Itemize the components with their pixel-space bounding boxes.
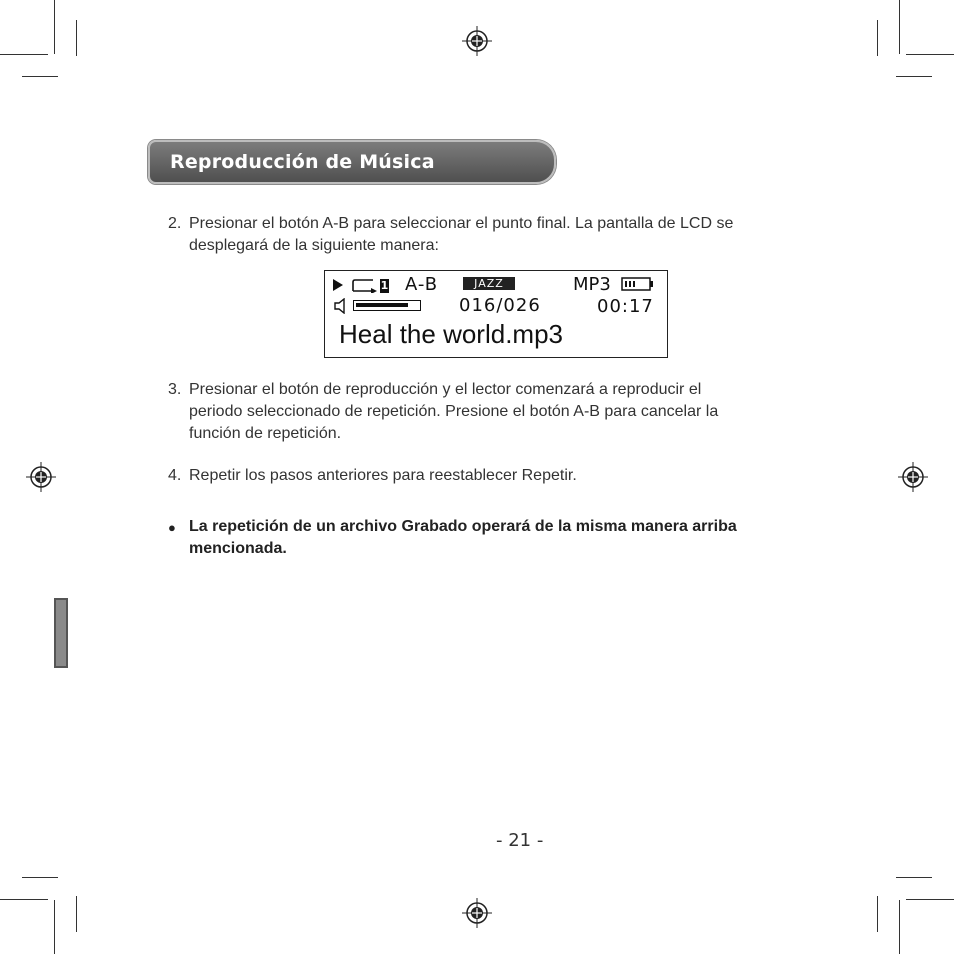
note [168, 516, 828, 560]
volume-fill [356, 303, 408, 307]
step-2 [168, 213, 828, 257]
track-counter: 016/026 [459, 295, 541, 316]
crop-mark [877, 20, 878, 56]
section-title: Reproducción de Música [170, 151, 435, 173]
registration-mark-icon [898, 462, 928, 492]
repeat-mode: A-B [405, 274, 439, 295]
step-line: Presionar el botón de reproducción y el lector comenzará a reproducir el [189, 381, 702, 398]
crop-mark [54, 0, 55, 54]
step-number: 2. [168, 215, 182, 232]
crop-mark [877, 896, 878, 932]
song-filename: Heal the world.mp3 [339, 319, 563, 349]
step-number: 4. [168, 467, 182, 484]
battery-bar [625, 281, 627, 287]
crop-mark [896, 877, 932, 878]
page-number: - 21 - [496, 830, 544, 851]
step-line: Presionar el botón A-B para seleccionar el punto final. La pantalla de LCD se [189, 215, 734, 232]
repeat-count-badge [380, 279, 389, 293]
bullet: ● [168, 520, 176, 535]
section-header [148, 140, 556, 184]
lcd-display [324, 270, 668, 358]
step-line: función de repetición. [189, 425, 342, 442]
battery-bar [633, 281, 635, 287]
repeat-icon [351, 279, 379, 293]
crop-mark [899, 0, 900, 54]
registration-mark-icon [462, 898, 492, 928]
file-format: MP3 [573, 274, 611, 295]
step-line: periodo seleccionado de repetición. Presione el botón A-B para cancelar la [189, 403, 719, 420]
battery-bar [629, 281, 631, 287]
step-4 [168, 465, 828, 487]
note-line: La repetición de un archivo Grabado operará de la misma manera arriba [189, 518, 737, 535]
registration-mark-icon [26, 462, 56, 492]
crop-mark [0, 899, 48, 900]
elapsed-time: 00:17 [597, 296, 654, 317]
note-line: mencionada. [189, 540, 287, 557]
crop-mark [896, 76, 932, 77]
crop-mark [54, 900, 55, 954]
eq-badge: JAZZ [463, 277, 515, 290]
registration-mark-icon [462, 26, 492, 56]
side-tab [54, 598, 68, 668]
volume-bar [353, 300, 421, 311]
step-number: 3. [168, 381, 182, 398]
crop-mark [906, 899, 954, 900]
crop-mark [22, 76, 58, 77]
crop-mark [0, 54, 48, 55]
crop-mark [76, 896, 77, 932]
step-line: desplegará de la siguiente manera: [189, 237, 439, 254]
battery-icon [621, 277, 655, 291]
crop-mark [76, 20, 77, 56]
speaker-icon [333, 298, 349, 314]
repeat-count: 1 [380, 279, 389, 292]
crop-mark [899, 900, 900, 954]
step-line: Repetir los pasos anteriores para reestablecer Repetir. [189, 467, 577, 484]
step-3 [168, 379, 828, 445]
crop-mark [906, 54, 954, 55]
play-icon [333, 279, 343, 291]
crop-mark [22, 877, 58, 878]
